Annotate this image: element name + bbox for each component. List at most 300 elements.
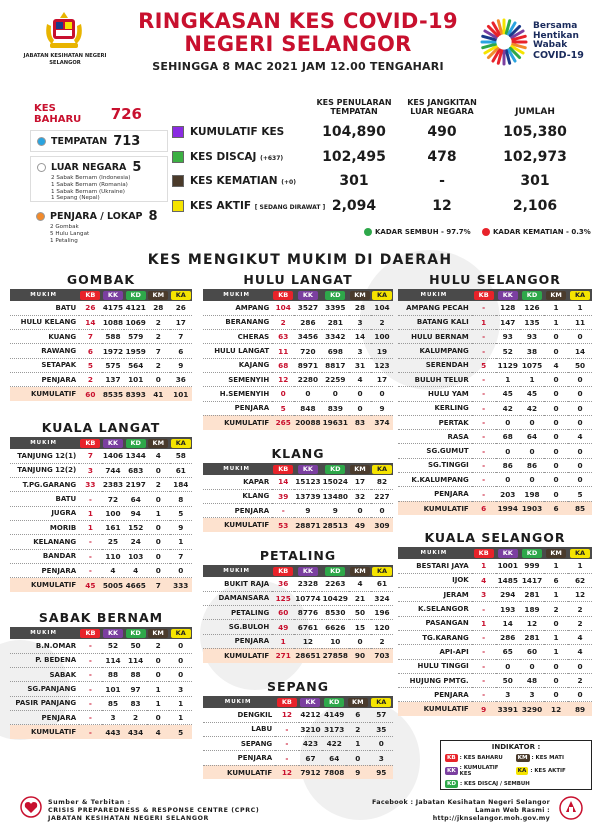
table-cell: - — [472, 401, 496, 415]
table-cell: 85 — [102, 696, 125, 710]
total-cell: 1903 — [520, 501, 544, 515]
total-row — [203, 648, 393, 662]
header-ka: KA — [370, 696, 393, 708]
table-row — [10, 696, 192, 710]
table-row — [10, 520, 192, 534]
table-cell: 1 — [544, 301, 568, 315]
table-row — [398, 315, 592, 329]
table-cell: 0 — [544, 487, 568, 501]
prison-item: 2 Gombak — [50, 224, 79, 230]
district-petaling — [203, 548, 393, 663]
table-cell: 82 — [371, 475, 393, 489]
total-cell: 434 — [124, 725, 147, 739]
table-row — [10, 358, 192, 372]
total-cell: 265 — [272, 415, 294, 429]
campaign-word-2: Hentikan — [533, 30, 579, 41]
header-kd: KD — [520, 547, 544, 559]
table-cell: 35 — [370, 722, 393, 736]
table-cell: 3210 — [299, 722, 323, 736]
table-cell: HULU YAM — [398, 387, 472, 401]
table-cell: 101 — [102, 682, 125, 696]
table-row — [10, 682, 192, 696]
prison-dot-icon — [36, 212, 45, 221]
table-row — [398, 444, 592, 458]
table-cell: 3 — [349, 344, 371, 358]
district-name: SABAK BERNAM — [38, 610, 164, 625]
table-cell: 0 — [147, 549, 169, 563]
total-cell: 27858 — [322, 648, 349, 662]
table-cell: 11 — [272, 344, 294, 358]
death-dot-icon — [482, 228, 490, 236]
prison-cases-list — [50, 224, 162, 244]
header-mukim: MUKIM — [10, 627, 79, 639]
total-row — [10, 578, 192, 592]
table-cell: 64 — [124, 492, 147, 506]
table-cell: DENGKIL — [203, 708, 275, 722]
table-cell: - — [472, 387, 496, 401]
table-cell: KELANANG — [10, 535, 79, 549]
table-row — [10, 344, 192, 358]
table-cell: 0 — [544, 616, 568, 630]
header-ka: KA — [371, 289, 393, 301]
total-cell: KUMULATIF — [10, 578, 79, 592]
table-cell: 1 — [169, 696, 192, 710]
table-row — [10, 710, 192, 724]
table-cell: 0 — [544, 659, 568, 673]
prison-item: 1 Petaling — [50, 237, 78, 244]
title-line-1: RINGKASAN KES COVID-19 — [138, 9, 458, 33]
table-cell: 683 — [124, 463, 147, 477]
table-row — [10, 653, 192, 667]
table-cell: 126 — [520, 301, 544, 315]
table-cell: 9 — [322, 504, 349, 518]
table-cell: BESTARI JAYA — [398, 559, 472, 573]
table-cell: 50 — [124, 639, 147, 653]
table-cell: K.KALUMPANG — [398, 473, 472, 487]
table-cell: 10429 — [322, 591, 349, 605]
district-klang — [203, 446, 393, 532]
total-row — [398, 501, 592, 515]
total-cell: 1994 — [496, 501, 520, 515]
table-cell: 0 — [147, 535, 169, 549]
table-cell: 2 — [371, 315, 393, 329]
table-cell: 3 — [520, 688, 544, 702]
table-cell: 4212 — [299, 708, 323, 722]
table-cell: BATU — [10, 301, 79, 315]
header-mukim: MUKIM — [203, 289, 272, 301]
table-cell: 0 — [370, 737, 393, 751]
table-cell: B.N.OMAR — [10, 639, 79, 653]
table-cell: 0 — [544, 387, 568, 401]
total-cell: 28651 — [294, 648, 321, 662]
table-cell: 45 — [520, 387, 544, 401]
table-cell: - — [79, 653, 102, 667]
table-row — [398, 387, 592, 401]
table-cell: 1406 — [102, 449, 125, 463]
table-row — [398, 430, 592, 444]
table-row — [398, 688, 592, 702]
table-cell: 0 — [169, 653, 192, 667]
header-kb: KB — [79, 289, 101, 301]
table-cell: 110 — [102, 549, 125, 563]
table-cell: 575 — [102, 358, 125, 372]
total-cell: 6 — [472, 501, 496, 515]
table-cell: 104 — [272, 301, 294, 315]
table-row — [203, 591, 393, 605]
table-cell: 0 — [568, 473, 592, 487]
district-table — [203, 696, 393, 779]
table-cell: 8817 — [322, 358, 349, 372]
table-row — [203, 737, 393, 751]
table-cell: 1485 — [496, 573, 520, 587]
table-cell: 1 — [544, 559, 568, 573]
table-cell: - — [472, 487, 496, 501]
table-row — [10, 535, 192, 549]
table-cell: 114 — [102, 653, 125, 667]
table-cell: 19 — [371, 344, 393, 358]
table-cell: 3 — [370, 751, 393, 765]
header-km: KM — [147, 627, 170, 639]
table-cell: 0 — [496, 659, 520, 673]
total-cell: 8535 — [102, 387, 125, 401]
table-row — [203, 722, 393, 736]
table-cell: 1 — [472, 616, 496, 630]
table-cell: 161 — [102, 520, 125, 534]
imported-cases-value: 5 — [132, 160, 142, 175]
header-mukim: MUKIM — [203, 463, 272, 475]
table-cell: IJOK — [398, 573, 472, 587]
table-cell: PASANGAN — [398, 616, 472, 630]
table-cell: 0 — [169, 639, 192, 653]
imported-cases-box — [30, 156, 168, 202]
table-header — [203, 463, 393, 475]
table-row — [398, 673, 592, 687]
table-cell: - — [472, 444, 496, 458]
table-cell: 2 — [346, 722, 369, 736]
header-kd: KD — [322, 463, 349, 475]
local-cases-label: TEMPATAN — [51, 136, 108, 147]
table-cell: 1 — [169, 710, 192, 724]
header-km: KM — [349, 565, 371, 577]
table-cell: 6626 — [322, 620, 349, 634]
district-name: PETALING — [259, 548, 337, 563]
table-cell: 88 — [124, 668, 147, 682]
table-cell: PENJARA — [10, 372, 79, 386]
total-cell: KUMULATIF — [203, 648, 272, 662]
table-cell: 7 — [170, 549, 192, 563]
imported-item: 2 Sabak Bernam (Indonesia) — [51, 175, 131, 181]
table-row — [10, 315, 192, 329]
table-cell: 10 — [322, 634, 349, 648]
total-cell: 8393 — [124, 387, 147, 401]
table-cell: 104 — [371, 301, 393, 315]
table-cell: JUGRA — [10, 506, 79, 520]
table-cell: PENJARA — [203, 634, 272, 648]
table-cell: 4121 — [124, 301, 147, 315]
table-cell: 0 — [147, 372, 169, 386]
table-cell: 2 — [272, 315, 294, 329]
cprc-logo — [20, 796, 42, 818]
table-cell: 9 — [170, 520, 192, 534]
death-rate — [482, 228, 591, 236]
header-kb: KB — [272, 289, 294, 301]
total-cell: 28513 — [322, 518, 349, 532]
table-cell: 101 — [124, 372, 147, 386]
header-km: KM — [147, 437, 169, 449]
table-cell: 39 — [272, 489, 294, 503]
table-cell: TG.KARANG — [398, 630, 472, 644]
table-cell: 281 — [520, 630, 544, 644]
table-cell: 0 — [349, 387, 371, 401]
new-cases-value: 726 — [110, 105, 142, 123]
table-cell: - — [275, 751, 298, 765]
table-cell: 1 — [496, 372, 520, 386]
total-cell: 12 — [275, 765, 298, 779]
table-row — [398, 344, 592, 358]
table-cell: 3 — [349, 315, 371, 329]
summary-color-square — [172, 151, 184, 163]
table-cell: - — [79, 710, 102, 724]
table-cell: 3173 — [322, 722, 346, 736]
total-cell: KUMULATIF — [10, 387, 79, 401]
table-cell: 1 — [520, 372, 544, 386]
total-cell: 85 — [568, 501, 592, 515]
summary-value-imported: 490 — [427, 123, 457, 140]
table-row — [10, 563, 192, 577]
report-date: SEHINGGA 8 MAC 2021 JAM 12.00 TENGAHARI — [152, 60, 444, 73]
table-cell: 0 — [346, 751, 369, 765]
table-cell: 4 — [349, 372, 371, 386]
table-cell: 93 — [496, 330, 520, 344]
table-row — [10, 478, 192, 492]
total-row — [10, 387, 192, 401]
table-cell: HULU LANGAT — [203, 344, 272, 358]
legend-row — [445, 780, 587, 788]
table-cell: DAMANSARA — [203, 591, 272, 605]
table-cell: 286 — [496, 630, 520, 644]
header-kk: KK — [299, 696, 323, 708]
table-cell: KALUMPANG — [398, 344, 472, 358]
header-km: KM — [349, 463, 371, 475]
header-ka: KA — [371, 565, 393, 577]
table-cell: 14 — [349, 330, 371, 344]
footer-contact — [360, 799, 550, 823]
table-cell: 0 — [544, 415, 568, 429]
table-cell: 14 — [79, 315, 101, 329]
total-cell: 374 — [371, 415, 393, 429]
table-cell: 12 — [272, 372, 294, 386]
recovery-rate-text: KADAR SEMBUH - 97.7% — [375, 228, 471, 236]
table-cell: RASA — [398, 430, 472, 444]
header-ka: KA — [170, 289, 192, 301]
header-mukim: MUKIM — [10, 289, 79, 301]
table-row — [398, 372, 592, 386]
total-cell: KUMULATIF — [398, 501, 472, 515]
table-cell: 2 — [147, 478, 169, 492]
table-row — [398, 358, 592, 372]
table-cell: 0 — [544, 401, 568, 415]
table-cell: 1 — [568, 559, 592, 573]
table-cell: AMPANG PECAH — [398, 301, 472, 315]
table-cell: HULU BERNAM — [398, 330, 472, 344]
table-cell: 848 — [294, 401, 321, 415]
table-cell: 0 — [568, 688, 592, 702]
table-cell: - — [472, 330, 496, 344]
table-cell: 3456 — [294, 330, 321, 344]
total-cell: 703 — [371, 648, 393, 662]
table-row — [203, 344, 393, 358]
table-cell: 63 — [272, 330, 294, 344]
total-cell: 309 — [371, 518, 393, 532]
table-cell: 0 — [568, 401, 592, 415]
table-cell: 6761 — [294, 620, 321, 634]
total-cell: KUMULATIF — [203, 518, 272, 532]
table-cell: 65 — [496, 645, 520, 659]
table-row — [203, 358, 393, 372]
table-cell: 3 — [102, 710, 125, 724]
table-cell: 4 — [124, 563, 147, 577]
table-cell: 0 — [520, 444, 544, 458]
table-cell: 67 — [299, 751, 323, 765]
table-cell: - — [472, 645, 496, 659]
total-cell: 101 — [170, 387, 192, 401]
table-cell: 4 — [568, 645, 592, 659]
table-cell: HULU TINGGI — [398, 659, 472, 673]
table-cell: PENJARA — [398, 688, 472, 702]
legend-kd-label: : KES DISCAJ / SEMBUH — [459, 781, 530, 787]
table-cell: 7 — [170, 330, 192, 344]
table-row — [10, 639, 192, 653]
table-cell: 0 — [568, 659, 592, 673]
table-cell: 14 — [568, 344, 592, 358]
table-cell: - — [472, 602, 496, 616]
col-head-imported: KES JANGKITAN LUAR NEGARA — [407, 98, 477, 116]
table-header — [398, 547, 592, 559]
table-row — [203, 577, 393, 591]
table-cell: 184 — [170, 478, 192, 492]
table-cell: 2 — [568, 602, 592, 616]
table-cell: PERTAK — [398, 415, 472, 429]
table-cell: 839 — [322, 401, 349, 415]
table-cell: PENJARA — [203, 401, 272, 415]
summary-color-square — [172, 126, 184, 138]
table-cell: 60 — [272, 606, 294, 620]
table-cell: KAJANG — [203, 358, 272, 372]
table-cell: 36 — [272, 577, 294, 591]
table-cell: 0 — [544, 473, 568, 487]
table-cell: 281 — [322, 315, 349, 329]
table-cell: 3342 — [322, 330, 349, 344]
summary-row-label: KUMULATIF KES — [190, 125, 285, 138]
summary-row-label: KES AKTIF [ SEDANG DIRAWAT ] — [190, 199, 326, 212]
table-cell: 114 — [124, 653, 147, 667]
local-cases-value: 713 — [113, 134, 141, 149]
prison-cases-label: PENJARA / LOKAP — [50, 211, 143, 222]
table-row — [203, 475, 393, 489]
header-kk: KK — [496, 289, 520, 301]
header-kk: KK — [294, 289, 321, 301]
table-cell: 147 — [496, 315, 520, 329]
table-cell: - — [272, 504, 294, 518]
summary-value-imported: - — [439, 172, 445, 189]
legend-kk-pill: KK — [447, 768, 456, 774]
section-title: KES MENGIKUT MUKIM DI DAERAH — [147, 252, 453, 268]
table-cell: 196 — [371, 606, 393, 620]
table-cell: 0 — [544, 344, 568, 358]
table-cell: SG.BULOH — [203, 620, 272, 634]
table-cell: 0 — [147, 653, 170, 667]
header-kd: KD — [322, 696, 346, 708]
table-cell: 193 — [496, 602, 520, 616]
table-cell: 4 — [568, 630, 592, 644]
district-name: SEPANG — [267, 679, 329, 694]
table-cell: 6 — [170, 344, 192, 358]
source-label: Sumber & Terbitan : — [48, 799, 131, 806]
table-cell: 281 — [520, 588, 544, 602]
table-cell: PETALING — [203, 606, 272, 620]
table-cell: BATU — [10, 492, 79, 506]
summary-value-local: 2,094 — [331, 197, 377, 214]
header-kb: KB — [472, 547, 496, 559]
legend-ka-label: : KES AKTIF — [530, 768, 566, 774]
district-sepang — [203, 679, 393, 779]
header-kb: KB — [275, 696, 298, 708]
header-kb: KB — [79, 627, 102, 639]
table-cell: 227 — [371, 489, 393, 503]
table-cell: 1088 — [102, 315, 125, 329]
summary-value-local: 301 — [339, 172, 369, 189]
table-cell: 152 — [124, 520, 147, 534]
total-cell: 5 — [169, 725, 192, 739]
table-cell: 4 — [472, 573, 496, 587]
table-cell: SETAPAK — [10, 358, 79, 372]
table-cell: 0 — [544, 372, 568, 386]
table-cell: 3 — [79, 463, 101, 477]
table-cell: 0 — [147, 492, 169, 506]
table-cell: 8530 — [322, 606, 349, 620]
table-cell: 0 — [294, 387, 321, 401]
table-cell: 61 — [371, 577, 393, 591]
source-line-1: CRISIS PREPAREDNESS & RESPONSE CENTRE (CPRC) — [48, 807, 260, 814]
table-cell: 422 — [322, 737, 346, 751]
imported-item: 1 Sepang (Nepal) — [51, 195, 100, 202]
table-cell: 64 — [520, 430, 544, 444]
total-cell: 333 — [170, 578, 192, 592]
table-cell: 198 — [520, 487, 544, 501]
table-cell: 0 — [520, 473, 544, 487]
prison-cases-value: 8 — [148, 209, 158, 224]
table-cell: 0 — [147, 463, 169, 477]
table-cell: 7 — [147, 344, 169, 358]
table-cell: - — [79, 492, 101, 506]
table-cell: 97 — [124, 682, 147, 696]
header-kb: KB — [79, 437, 101, 449]
total-cell: - — [79, 725, 102, 739]
table-cell: 0 — [371, 504, 393, 518]
table-row — [398, 301, 592, 315]
table-cell: 135 — [520, 315, 544, 329]
summary-value-total: 2,106 — [512, 197, 558, 214]
table-cell: 100 — [102, 506, 125, 520]
jata-negara-logo — [44, 10, 84, 52]
summary-row-label: KES KEMATIAN (+0) — [190, 174, 296, 187]
table-cell: 0 — [349, 504, 371, 518]
recovery-dot-icon — [364, 228, 372, 236]
table-cell: 61 — [170, 463, 192, 477]
table-cell: 5 — [568, 487, 592, 501]
table-cell: 2 — [371, 634, 393, 648]
header-kb: KB — [472, 289, 496, 301]
